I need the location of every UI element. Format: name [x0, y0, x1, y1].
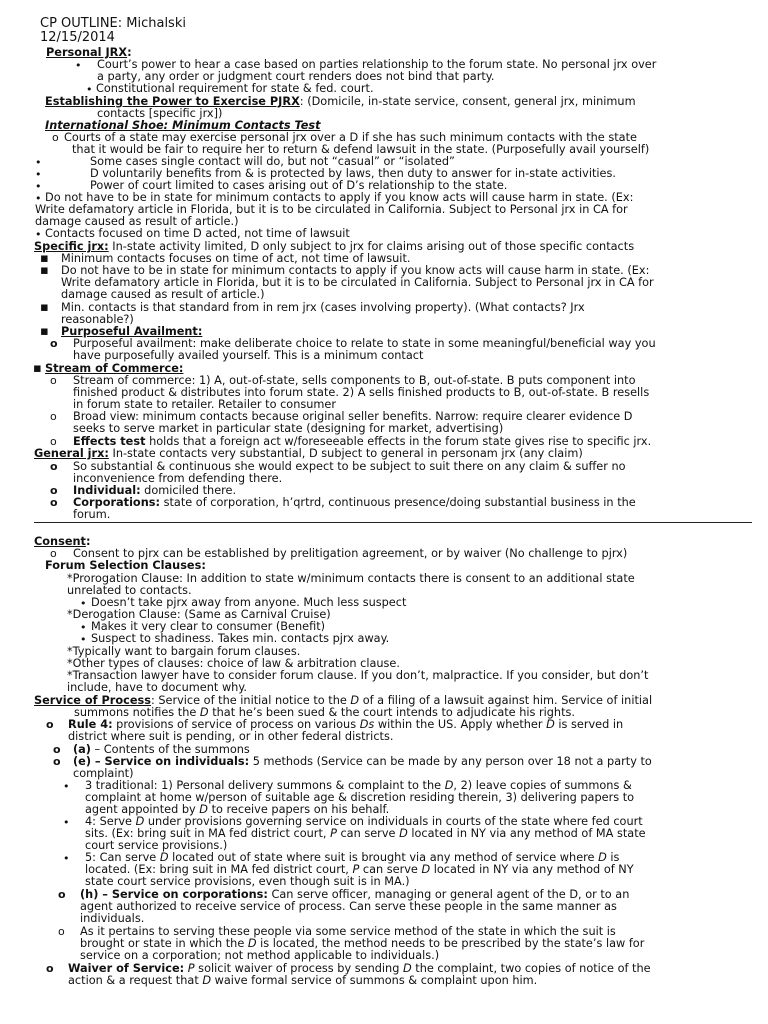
bullet-marker: • [35, 180, 42, 193]
shoe-bullet-2: D voluntarily benefits from & is protected by laws, then duty to answer for in-state activities. [90, 167, 616, 180]
bullet-marker: • [63, 852, 70, 865]
method-1-line-2: complaint at home w/person of suitable age & discretion residing therein, 3) delivering papers to [85, 791, 635, 804]
personal-jrx-heading: Personal JRX: [46, 46, 132, 59]
establishing-pjrx-line-2: contacts [specific jrx]) [97, 107, 223, 120]
rule-4h-line-1: (h) – Service on corporations: Can serve officer, managing or general agent of the D, or to an [80, 888, 630, 901]
bullet-marker: • [35, 192, 42, 205]
corporations-state-line-1: As it pertains to serving these people via some service method of the state in which the suit is [80, 925, 616, 938]
specific-item-1: Minimum contacts focuses on time of act, not time of lawsuit. [61, 252, 411, 265]
derogation-line: *Derogation Clause: (Same as Carnival Cruise) [67, 608, 331, 621]
stream-line-3: in forum state to retailer. Retailer to consumer [73, 398, 336, 411]
stream-line-1: Stream of commerce: 1) A, out-of-state, sells components to B, out-of-state. B puts component into [73, 374, 636, 387]
personal-bullet-1-line-1: Court’s power to hear a case based on parties relationship to the forum state. No personal jrx over [97, 58, 657, 71]
typically-line: *Typically want to bargain forum clauses. [67, 645, 301, 658]
international-shoe-heading: International Shoe: Minimum Contacts Test [45, 119, 321, 132]
open-bullet-marker: o [53, 755, 61, 768]
rule-4e-line-2: complaint) [73, 767, 134, 780]
prorogation-line-2: unrelated to contacts. [67, 584, 192, 597]
rule-4-line-1: Rule 4: provisions of service of process on various Ds within the US. Apply whether D is served in [68, 718, 624, 731]
specific-item-3-line-1: Min. contacts is that standard from in rem jrx (cases involving property). (What contacts? Jrx [61, 301, 585, 314]
open-bullet-marker: o [46, 718, 54, 731]
method-1-line-3: agent appointed by D to receive papers on his behalf. [85, 803, 390, 816]
open-bullet-marker: o [52, 131, 59, 144]
shoe-bullet-3: Power of court limited to cases arising out of D’s relationship to the state. [90, 179, 508, 192]
square-bullet-marker: ▪ [40, 263, 49, 278]
method-4-line-1: 4: Serve D under provisions governing service on individuals in courts of the state where fed court [85, 815, 643, 828]
derogation-bullet-1: Makes it very clear to consumer (Benefit) [91, 620, 326, 633]
bullet-marker: • [80, 597, 87, 610]
general-corporations-line-2: forum. [73, 508, 111, 521]
shoe-bullet-5: Contacts focused on time D acted, not time of lawsuit [45, 227, 350, 240]
rule-4h-line-2: agent authorized to receive service of process. Can serve these people in the same manner as [80, 900, 617, 913]
bullet-marker: • [63, 780, 70, 793]
specific-item-2-line-1: Do not have to be in state for minimum contacts to apply if you know acts will cause harm in state. (Ex: [61, 264, 650, 277]
bullet-marker: • [80, 621, 87, 634]
open-bullet-marker: o [46, 962, 54, 975]
bullet-marker: • [35, 168, 42, 181]
square-bullet-marker: ▪ [33, 361, 42, 376]
service-of-process-line-1: Service of Process: Service of the initial notice to the D of a filing of a lawsuit against him. Service of initial [34, 694, 653, 707]
bullet-marker: • [63, 816, 70, 829]
shoe-bullet-1: Some cases single contact will do, but not “casual” or “isolated” [90, 155, 455, 168]
waiver-line-2: action & a request that D waive formal service of summons & complaint upon him. [68, 974, 538, 987]
open-bullet-marker: o [50, 410, 57, 423]
broad-view-line-2: seeks to serve market in particular state (designing for market, advertising) [73, 422, 504, 435]
corporations-state-line-2: brought or state in which the D is located, the method needs to be prescribed by the state’s law for [80, 937, 645, 950]
specific-item-2-line-2: Write defamatory article in Florida, but it is to be circulated in California. Subject to Personal jrx in CA for [61, 276, 654, 289]
document-date: 12/15/2014 [40, 30, 115, 45]
derogation-bullet-2: Suspect to shadiness. Takes min. contacts pjrx away. [91, 632, 390, 645]
specific-item-3-line-2: reasonable?) [61, 313, 134, 326]
transaction-lawyer-line-2: include, have to document why. [67, 681, 248, 694]
consent-heading: Consent: [34, 535, 91, 548]
method-5-line-2: located. (Ex: bring suit in MA fed district court, P can serve D located in NY via any method of NY [85, 863, 634, 876]
method-5-line-1: 5: Can serve D located out of state where suit is brought via any method of service where D is [85, 851, 620, 864]
shoe-point-line-1: Courts of a state may exercise personal jrx over a D if she has such minimum contacts with the state [64, 131, 637, 144]
shoe-bullet-4-line-1: Do not have to be in state for minimum contacts to apply if you know acts will cause harm in state. (Ex: [45, 191, 634, 204]
specific-item-2-line-3: damage caused as result of article.) [61, 288, 265, 301]
effects-test-line: Effects test holds that a foreign act w/foreseeable effects in the forum state gives rise to specific jrx. [73, 435, 652, 448]
method-4-line-2: sits. (Ex: bring suit in MA fed district court, P can serve D located in NY via any method of MA state [85, 827, 646, 840]
purposeful-availment-line-1: Purposeful availment: make deliberate choice to relate to state in some meaningful/beneficial way you [73, 337, 656, 350]
method-4-line-3: court service provisions.) [85, 839, 228, 852]
square-bullet-marker: ▪ [40, 324, 49, 339]
personal-bullet-2: Constitutional requirement for state & fed. court. [96, 82, 374, 95]
stream-line-2: finished product & distributes into forum state. 2) A sells finished products to B, out-of-state. B resells [73, 386, 650, 399]
general-item-1-line-2: inconvenience from defending there. [73, 472, 283, 485]
general-item-1-line-1: So substantial & continuous she would expect to be subject to suit there on any claim & suffer no [73, 460, 626, 473]
general-corporations-line-1: Corporations: state of corporation, h’qrtrd, continuous presence/doing substantial business in the [73, 496, 636, 509]
open-bullet-marker: o [50, 547, 57, 560]
bullet-marker: • [86, 83, 93, 96]
prorogation-bullet: Doesn’t take pjrx away from anyone. Much less suspect [91, 596, 407, 609]
open-bullet-marker: o [53, 743, 61, 756]
shoe-bullet-4-line-2: Write defamatory article in Florida, but it is to be circulated in California. Subject to Personal jrx in CA for [35, 203, 628, 216]
specific-jrx-line: Specific jrx: In-state activity limited, D only subject to jrx for claims arising out of those specific contacts [34, 240, 635, 253]
open-bullet-marker: o [50, 435, 57, 448]
rule-4a-line: (a) – Contents of the summons [73, 743, 250, 756]
bullet-marker: • [75, 59, 82, 72]
general-individual-line: Individual: domiciled there. [73, 484, 237, 497]
open-bullet-marker: o [50, 484, 58, 497]
bullet-marker: • [35, 228, 42, 241]
purposeful-availment-heading: Purposeful Availment: [61, 325, 203, 338]
waiver-line-1: Waiver of Service: P solicit waiver of process by sending D the complaint, two copies of notice of the [68, 962, 651, 975]
open-bullet-marker: o [50, 460, 58, 473]
rule-4h-line-3: individuals. [80, 912, 145, 925]
bullet-marker: • [35, 156, 42, 169]
document-title: CP OUTLINE: Michalski [40, 16, 186, 31]
stream-of-commerce-heading: Stream of Commerce: [45, 362, 184, 375]
shoe-bullet-4-line-3: damage caused as result of article.) [35, 215, 239, 228]
consent-item: Consent to pjrx can be established by prelitigation agreement, or by waiver (No challenge to pjrx) [73, 547, 628, 560]
open-bullet-marker: o [50, 337, 58, 350]
open-bullet-marker: o [58, 925, 65, 938]
broad-view-line-1: Broad view: minimum contacts because original seller benefits. Narrow: require clearer evidence D [73, 410, 633, 423]
method-1-line-1: 3 traditional: 1) Personal delivery summons & complaint to the D, 2) leave copies of summons & [85, 779, 632, 792]
personal-bullet-1-line-2: a party, any order or judgment court renders does not bind that party. [97, 70, 495, 83]
bullet-marker: • [80, 633, 87, 646]
square-bullet-marker: ▪ [40, 300, 49, 315]
rule-4-line-2: district where suit is pending, or in other federal districts. [68, 730, 394, 743]
transaction-lawyer-line-1: *Transaction lawyer have to consider forum clause. If you don’t, malpractice. If you consider, but don’t [67, 669, 649, 682]
other-clauses-line: *Other types of clauses: choice of law & arbitration clause. [67, 657, 400, 670]
corporations-state-line-3: service on a corporation; not method applicable to individuals.) [80, 949, 440, 962]
rule-4e-line-1: (e) – Service on individuals: 5 methods (Service can be made by any person over 18 not a party to [73, 755, 652, 768]
purposeful-availment-line-2: have purposefully availed yourself. This is a minimum contact [73, 349, 424, 362]
open-bullet-marker: o [50, 374, 57, 387]
open-bullet-marker: o [50, 496, 58, 509]
shoe-point-line-2: that it would be fair to require her to return & defend lawsuit in the state. (Purposefully avail yourself) [72, 143, 650, 156]
square-bullet-marker: ▪ [40, 251, 49, 266]
forum-selection-heading: Forum Selection Clauses: [45, 559, 206, 572]
open-bullet-marker: o [58, 888, 66, 901]
section-divider [34, 522, 752, 523]
establishing-pjrx-line-1: Establishing the Power to Exercise PJRX: (Domicile, in-state service, consent, general jrx, minimum [45, 95, 636, 108]
prorogation-line-1: *Prorogation Clause: In addition to state w/minimum contacts there is consent to an additional state [67, 572, 635, 585]
general-jrx-line: General jrx: In-state contacts very substantial, D subject to general in personam jrx (any claim) [34, 447, 583, 460]
method-5-line-3: state court service provisions, even though suit is in MA.) [85, 875, 410, 888]
service-of-process-line-2: summons notifies the D that he’s been sued & the court intends to adjudicate his rights. [74, 706, 576, 719]
